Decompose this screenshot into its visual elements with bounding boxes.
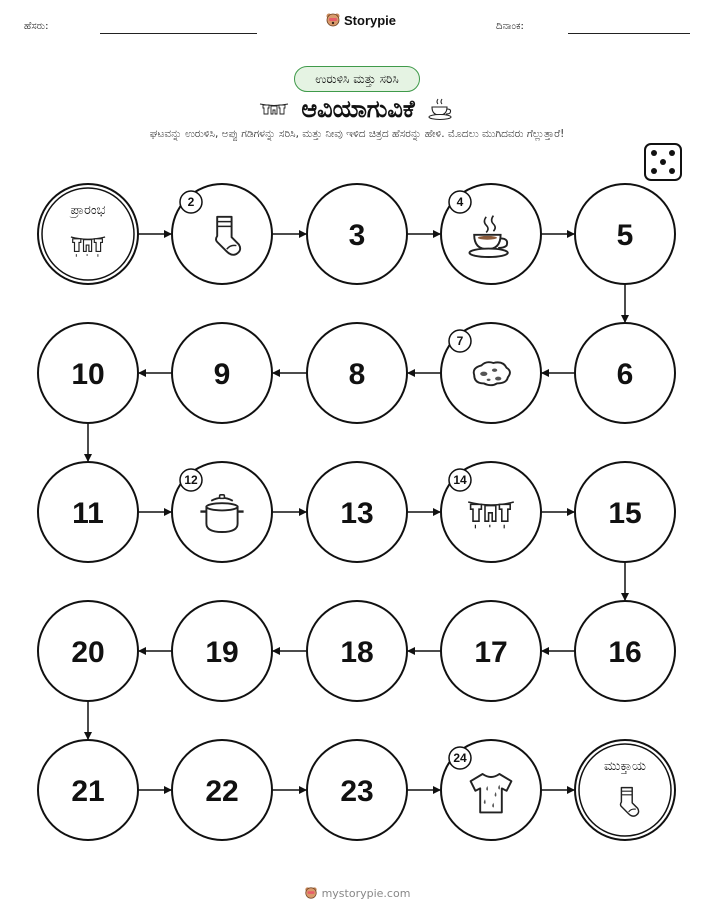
game-type-badge: ಉರುಳಿಸಿ ಮತ್ತು ಸರಿಸಿ xyxy=(294,66,420,92)
board-space[interactable] xyxy=(441,323,541,423)
space-label: ಮುಕ್ತಾಯ xyxy=(604,759,646,774)
board-space[interactable] xyxy=(575,323,675,423)
board-space[interactable] xyxy=(172,740,272,840)
space-number: 20 xyxy=(71,636,105,669)
board-space[interactable] xyxy=(307,601,407,701)
board-space[interactable] xyxy=(441,740,541,840)
board-space[interactable] xyxy=(441,462,541,562)
bear-mascot-icon xyxy=(304,886,318,900)
start-space[interactable] xyxy=(38,184,138,284)
board-space[interactable] xyxy=(307,323,407,423)
page-title: ಆವಿಯಾಗುವಿಕೆ xyxy=(301,95,415,123)
board-space[interactable] xyxy=(38,601,138,701)
board-space[interactable] xyxy=(172,184,272,284)
space-number: 13 xyxy=(340,497,374,530)
date-label: ದಿನಾಂಕ: xyxy=(496,21,524,32)
space-number-badge: 12 xyxy=(184,473,198,487)
board-space[interactable] xyxy=(38,462,138,562)
space-number: 16 xyxy=(608,636,642,669)
space-number: 22 xyxy=(205,775,239,808)
space-number: 18 xyxy=(340,636,374,669)
space-number: 19 xyxy=(205,636,239,669)
space-label: ಪ್ರಾರಂಭ xyxy=(70,203,106,218)
space-number: 5 xyxy=(616,219,634,252)
board-space[interactable] xyxy=(575,601,675,701)
space-number: 9 xyxy=(213,358,231,391)
board-space[interactable] xyxy=(307,462,407,562)
board-space[interactable] xyxy=(575,184,675,284)
board-space[interactable] xyxy=(441,601,541,701)
board-space[interactable] xyxy=(172,462,272,562)
space-number-badge: 4 xyxy=(456,195,464,209)
space-number: 11 xyxy=(72,497,104,530)
board-space[interactable] xyxy=(441,184,541,284)
space-number: 6 xyxy=(616,358,634,391)
board-space[interactable] xyxy=(307,184,407,284)
space-number-badge: 24 xyxy=(453,751,467,765)
board-space[interactable] xyxy=(38,323,138,423)
space-number-badge: 2 xyxy=(187,195,195,209)
board-space[interactable] xyxy=(172,601,272,701)
board-space[interactable] xyxy=(172,323,272,423)
space-number: 15 xyxy=(608,497,642,530)
instructions: ಘಟವನ್ನು ಉರುಳಿಸಿ, ಅಪ್ಪು ಗಡಿಗಳನ್ನು ಸರಿಸಿ, ಮತ್ತು ನೀವು ಇಳಿದ ಚಿತ್ರದ ಹೆಸರನ್ನು ಹೇಳಿ. ಮೊದಲು ಮುಗಿದವರು ಗೆಲ್ಲುತ್ತಾರೆ! xyxy=(149,128,565,140)
space-number: 8 xyxy=(348,358,366,391)
board-space[interactable] xyxy=(38,740,138,840)
board-space[interactable] xyxy=(307,740,407,840)
finish-space[interactable] xyxy=(575,740,675,840)
space-number: 3 xyxy=(348,219,366,252)
space-number: 21 xyxy=(71,775,105,808)
brand-name: Storypie xyxy=(344,12,397,28)
space-number: 23 xyxy=(340,775,374,808)
name-label: ಹೆಸರು: xyxy=(24,21,49,32)
board-space[interactable] xyxy=(575,462,675,562)
space-number-badge: 14 xyxy=(453,473,467,487)
puddle-icon xyxy=(474,362,510,385)
space-number-badge: 7 xyxy=(456,334,464,348)
space-number: 17 xyxy=(474,636,508,669)
footer-site-link[interactable]: mystorypie.com xyxy=(321,886,411,900)
space-number: 10 xyxy=(71,358,105,391)
footer xyxy=(0,886,714,900)
